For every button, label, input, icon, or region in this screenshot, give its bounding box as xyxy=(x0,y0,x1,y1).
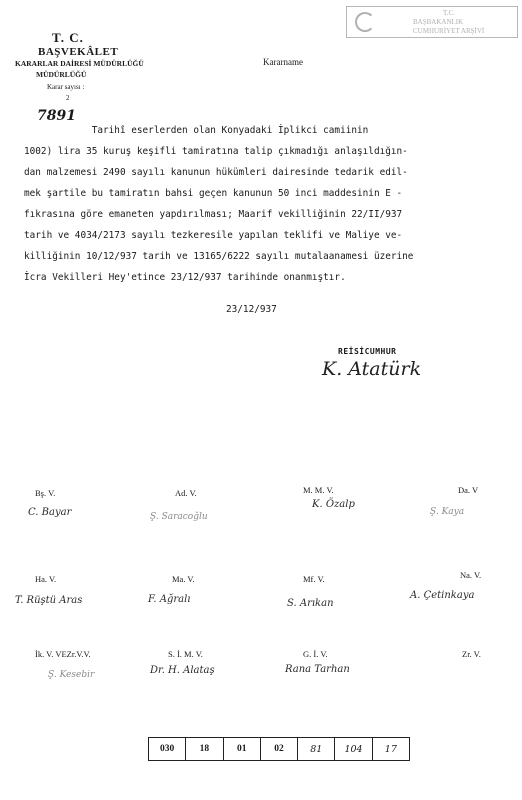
header-tc: T. C. xyxy=(52,30,84,45)
header-basvekalet: BAŞVEKÂLET xyxy=(38,46,119,58)
minister-signature: Ş. Kesebir xyxy=(48,670,95,680)
body-line: İcra Vekilleri Hey'etince 23/12/937 tarihinde onanmıştır. xyxy=(24,272,346,283)
archive-code-cell: 18 xyxy=(186,738,223,760)
header-mudurlugu: MÜDÜRLÜĞÜ xyxy=(36,70,87,79)
minister-label: Ma. V. xyxy=(172,574,195,584)
minister-signature: K. Özalp xyxy=(312,499,355,510)
body-line: 1002) lira 35 kuruş keşifli tamiratına talip çıkmadığı anlaşıldığın- xyxy=(24,146,408,157)
minister-label: M. M. V. xyxy=(303,485,334,495)
reisicumhur-signature: K. Atatürk xyxy=(322,358,422,380)
minister-label: Zr. V. xyxy=(462,649,481,659)
stamp-line-2: BAŞBAKANLIK xyxy=(413,18,464,26)
header-karar-no: 2 xyxy=(66,94,70,102)
minister-signature: C. Bayar xyxy=(28,507,72,518)
body-line: fıkrasına göre emaneten yapdırılması; Maarif vekilliğinin 22/II/937 xyxy=(24,209,403,220)
body-line: dan malzemesi 2490 sayılı kanunun hükümleri dairesinde tedarik edil- xyxy=(24,167,408,178)
archive-code-box xyxy=(148,737,410,761)
minister-label: İk. V. VEZr.V.V. xyxy=(35,649,91,659)
body-line: mek şartile bu tamiratın bahsi geçen kanunun 50 inci maddesinin E - xyxy=(24,188,403,199)
minister-label: Ha. V. xyxy=(35,574,57,584)
minister-signature: Dr. H. Alataş xyxy=(150,665,215,676)
minister-signature: F. Ağralı xyxy=(148,594,191,605)
minister-label: Ad. V. xyxy=(175,488,197,498)
minister-label: G. İ. V. xyxy=(303,649,328,659)
minister-signature: T. Rüştü Aras xyxy=(15,595,83,606)
archive-code-cell: 81 xyxy=(298,738,335,760)
archive-stamp xyxy=(346,6,518,38)
header-karar-sayisi: Karar sayısı : xyxy=(47,83,85,91)
document-title: Kararname xyxy=(263,57,303,67)
body-line: Tarihî eserlerden olan Konyadaki İplikci camiinin xyxy=(24,125,369,136)
minister-label: Bş. V. xyxy=(35,488,56,498)
archive-code-cell: 02 xyxy=(261,738,298,760)
crescent-icon xyxy=(355,12,375,32)
archive-code-cell: 030 xyxy=(149,738,186,760)
handwritten-number: 7891 xyxy=(37,108,76,124)
minister-label: Mf. V. xyxy=(303,574,325,584)
minister-label: S. İ. M. V. xyxy=(168,649,203,659)
body-line: tarih ve 4034/2173 sayılı tezkeresile yapılan teklifi ve Maliye ve- xyxy=(24,230,403,241)
header-kararlar-dairesi: KARARLAR DAİRESİ MÜDÜRLÜĞÜ xyxy=(15,59,144,68)
archive-code-cell: 104 xyxy=(335,738,372,760)
minister-label: Na. V. xyxy=(460,570,482,580)
minister-signature: A. Çetinkaya xyxy=(410,590,475,601)
stamp-line-3: CUMHURİYET ARŞİVİ xyxy=(413,27,485,35)
archive-code-cell: 17 xyxy=(384,743,397,755)
minister-signature: Rana Tarhan xyxy=(285,664,350,675)
minister-signature: S. Arıkan xyxy=(287,598,334,609)
body-line: killiğinin 10/12/937 tarih ve 13165/6222 sayılı mutalaanamesi üzerine xyxy=(24,251,414,262)
minister-signature: Ş. Saracoğlu xyxy=(150,512,208,522)
reisicumhur-label: REİSİCUMHUR xyxy=(338,347,397,356)
decree-date: 23/12/937 xyxy=(226,304,277,315)
archive-code-cell: 01 xyxy=(224,738,261,760)
minister-label: Da. V xyxy=(458,485,479,495)
minister-signature: Ş. Kaya xyxy=(430,507,465,517)
stamp-line-1: T.C. xyxy=(443,9,455,17)
